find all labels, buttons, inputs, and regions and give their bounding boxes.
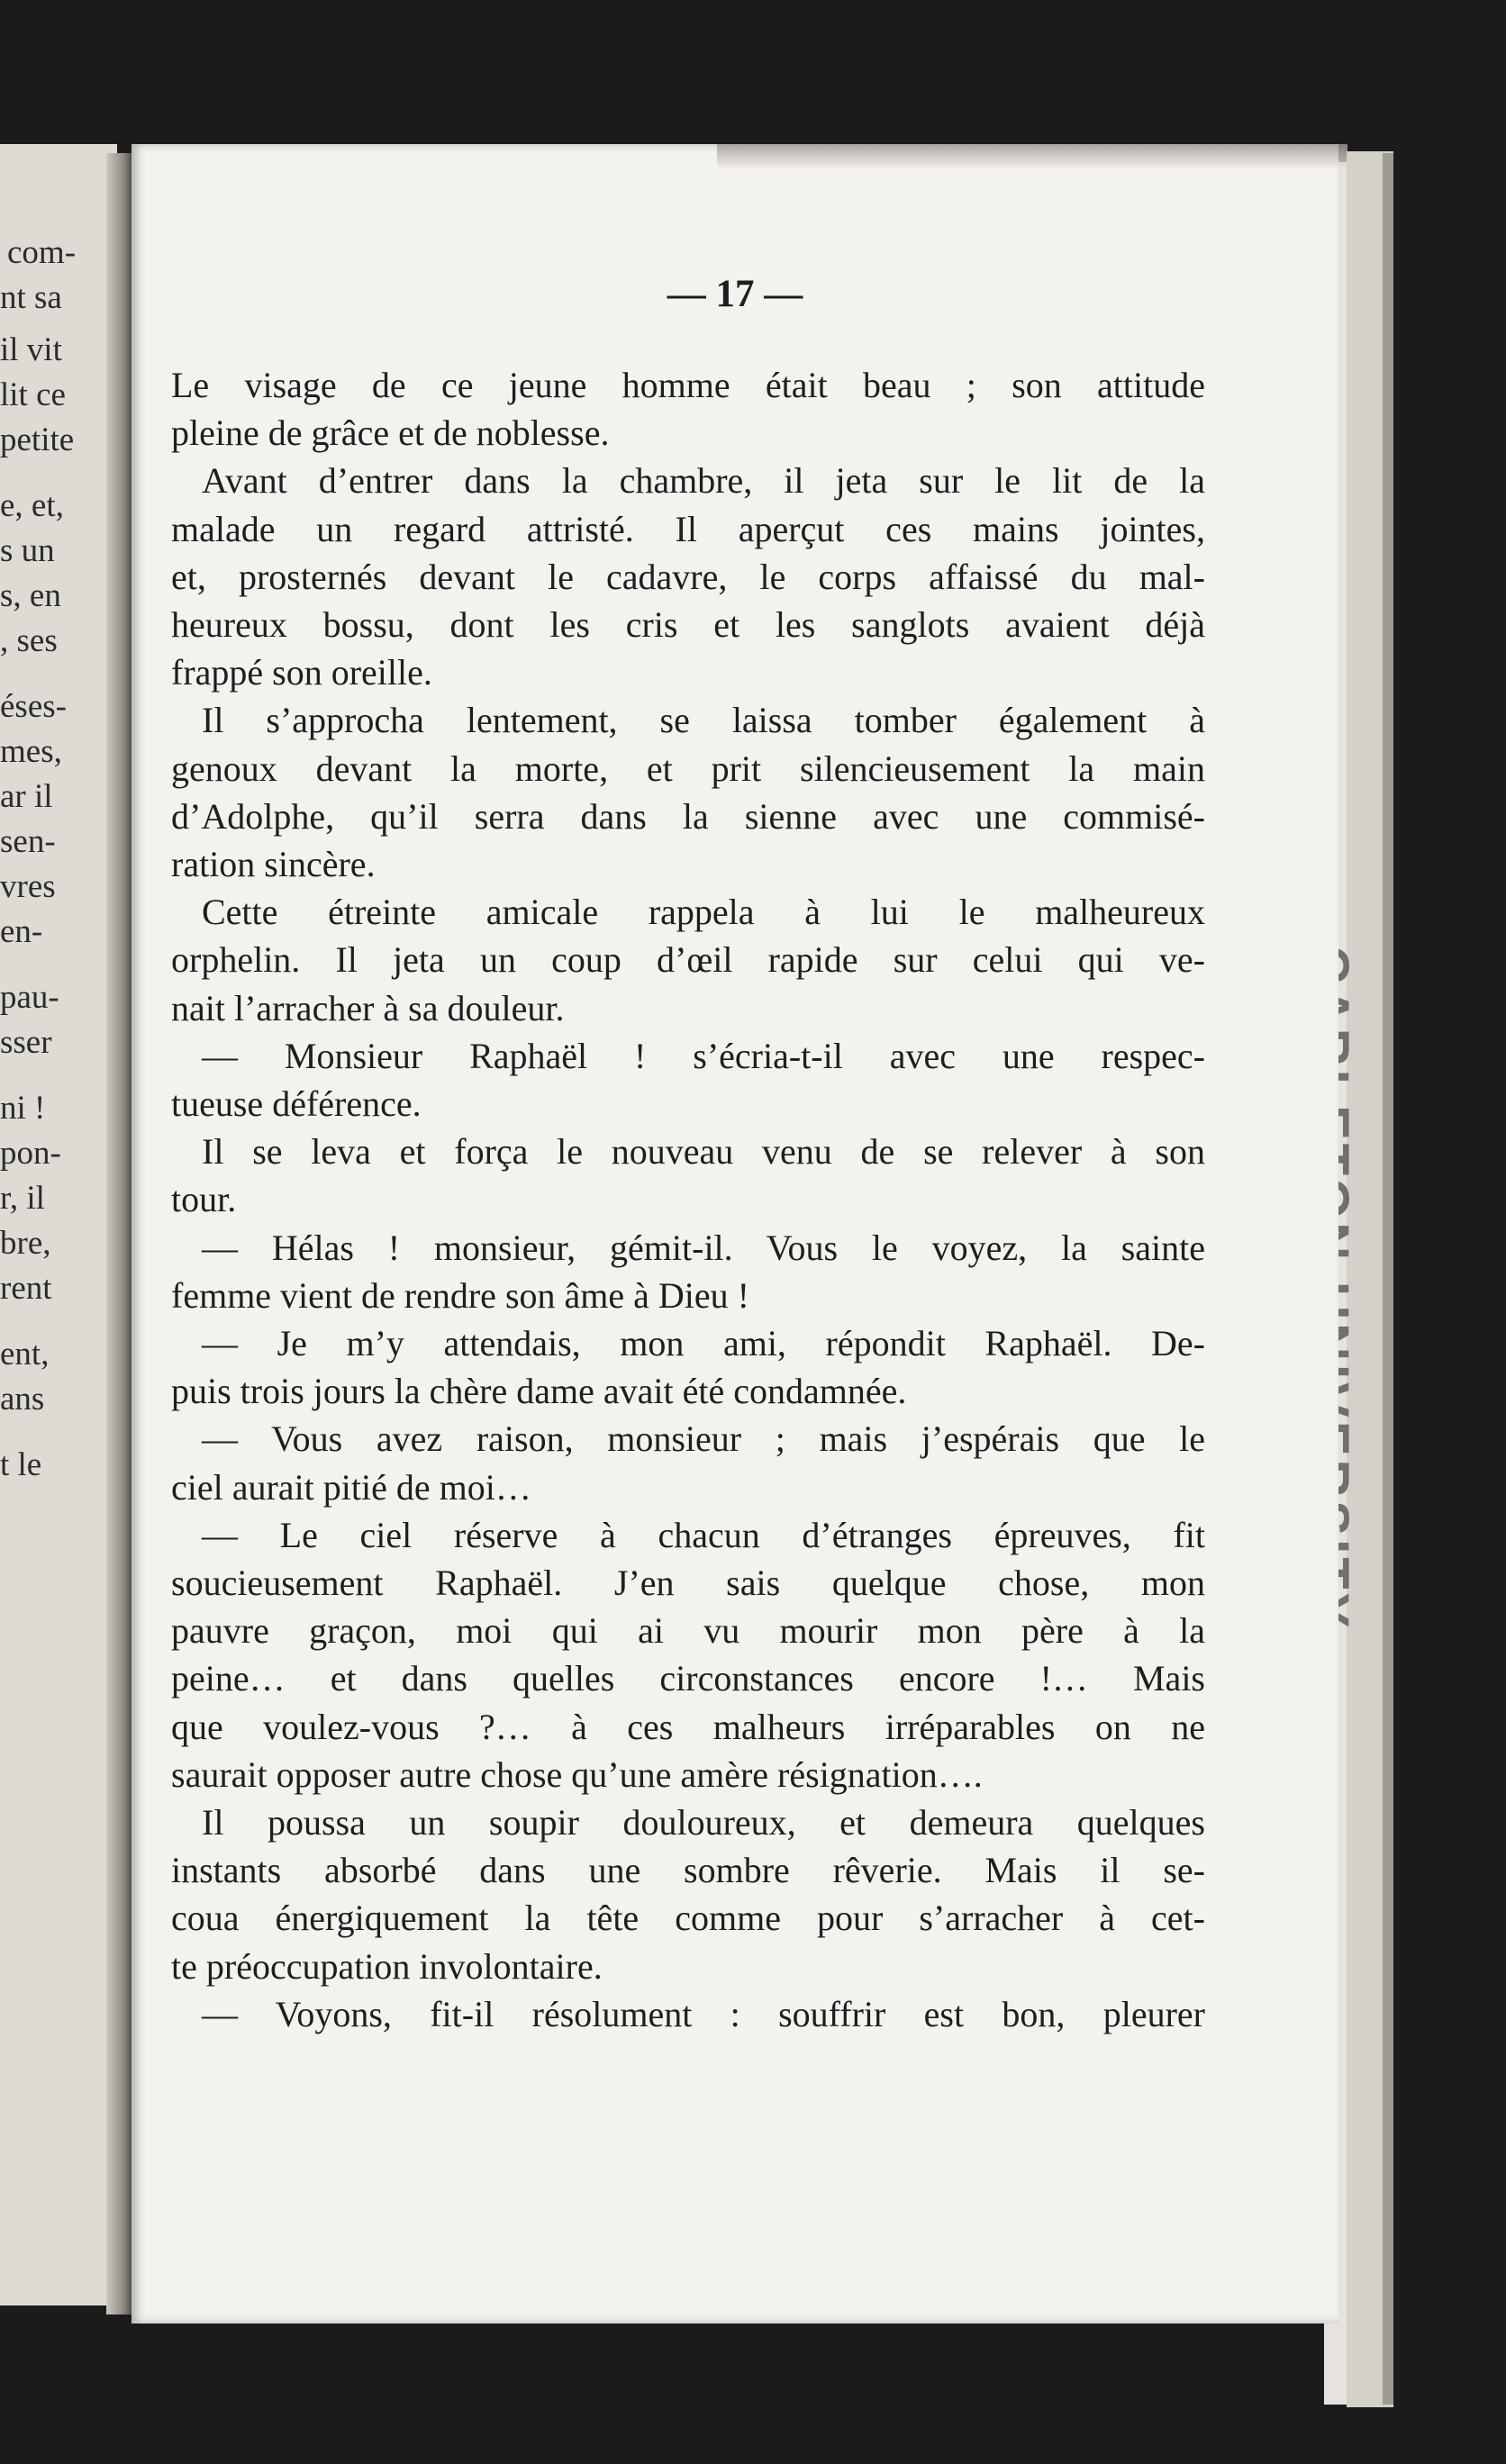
previous-page-line: ni ! (0, 1090, 46, 1127)
previous-page-line: ent, (0, 1336, 50, 1372)
page-top-shadow (717, 144, 1347, 169)
text-line: Il poussa un soupir douloureux, et demeura quelques (202, 1802, 1205, 1843)
previous-page-line: lit ce (0, 376, 66, 413)
text-line: genoux devant la morte, et prit silencieusement la main (171, 747, 1205, 789)
text-line: puis trois jours la chère dame avait été condamnée. (171, 1371, 907, 1412)
text-line: Avant d’entrer dans la chambre, il jeta sur le lit de la (202, 460, 1205, 502)
previous-page-line: s un (0, 532, 55, 569)
previous-page-line: bre, (0, 1225, 51, 1262)
previous-page-line: sser (0, 1024, 52, 1061)
previous-page-line: petite (0, 421, 75, 458)
text-line: tour. (171, 1179, 237, 1220)
text-line: frappé son oreille. (171, 652, 432, 693)
text-line: — Hélas ! monsieur, gémit-il. Vous le voyez, la sainte (202, 1227, 1205, 1268)
previous-page-line: t le (0, 1446, 42, 1483)
text-line: tueuse déférence. (171, 1083, 422, 1124)
previous-page-line: pau- (0, 979, 59, 1016)
text-line: soucieusement Raphaël. J’en sais quelque chose, mon (171, 1563, 1205, 1603)
previous-page-line: , ses (0, 622, 58, 659)
previous-page-line: r, il (0, 1180, 45, 1217)
text-line: instants absorbé dans une sombre rêverie. Mais il se- (171, 1850, 1205, 1891)
text-line: femme vient de rendre son âme à Dieu ! (171, 1274, 749, 1316)
text-line: te préoccupation involontaire. (171, 1945, 603, 1987)
previous-page-line: ar il (0, 778, 53, 815)
previous-page-line: éses- (0, 688, 67, 725)
text-line: Il se leva et força le nouveau venu de se relever à son (202, 1131, 1205, 1173)
text-line: peine… et dans quelles circonstances encore !… Mais (171, 1658, 1205, 1699)
text-line: saurait opposer autre chose qu’une amère résignation…. (171, 1753, 983, 1795)
previous-page-line: sen- (0, 823, 56, 860)
text-line: — Vous avez raison, monsieur ; mais j’espérais que le (202, 1418, 1205, 1460)
previous-page-line: mes, (0, 733, 62, 770)
text-line: — Je m’y attendais, mon ami, répondit Raphaël. De- (202, 1323, 1205, 1363)
previous-page-line: s, en (0, 577, 61, 614)
text-line: Le visage de ce jeune homme était beau ; son attitude (171, 365, 1205, 405)
text-line: heureux bossu, dont les cris et les sanglots avaient déjà (171, 604, 1205, 645)
previous-page-line: nt sa (0, 279, 62, 316)
text-line: ration sincère. (171, 844, 376, 884)
previous-page-line: ans (0, 1381, 45, 1418)
text-line: pauvre graçon, moi qui ai vu mourir mon père à la (171, 1610, 1205, 1652)
page-number: — 17 — (667, 273, 803, 315)
text-line: ciel aurait pitié de moi… (171, 1466, 531, 1508)
previous-page-line: il vit (0, 331, 62, 368)
previous-page-line: e, et, (0, 487, 64, 524)
text-line: nait l’arracher à sa douleur. (171, 987, 565, 1028)
text-line: — Le ciel réserve à chacun d’étranges épreuves, fit (202, 1514, 1205, 1555)
text-line: coua énergiquement la tête comme pour s’arracher à cet- (171, 1898, 1205, 1939)
previous-page-line: en- (0, 913, 43, 950)
text-line: Cette étreinte amicale rappela à lui le malheureux (202, 892, 1205, 933)
previous-page-line: pon- (0, 1135, 61, 1172)
text-line: — Monsieur Raphaël ! s’écria-t-il avec une respec- (202, 1035, 1205, 1076)
page-edges-shadow (1383, 153, 1393, 2405)
text-line: pleine de grâce et de noblesse. (171, 412, 610, 454)
previous-page-line: rent (0, 1270, 52, 1307)
text-line: d’Adolphe, qu’il serra dans la sienne avec une commisé- (171, 795, 1205, 837)
previous-page-line: com- (7, 234, 77, 271)
text-line: que voulez-vous ?… à ces malheurs irréparables on ne (171, 1706, 1205, 1747)
text-line: Il s’approcha lentement, se laissa tomber également à (202, 700, 1205, 741)
previous-page-line: vres (0, 868, 56, 905)
text-line: — Voyons, fit-il résolument : souffrir est bon, pleurer (202, 1993, 1205, 2034)
text-line: malade un regard attristé. Il aperçut ces mains jointes, (171, 508, 1205, 549)
text-line: orphelin. Il jeta un coup d’œil rapide sur celui qui ve- (171, 939, 1205, 981)
book-page (132, 144, 1338, 2324)
text-line: et, prosternés devant le cadavre, le corps affaissé du mal- (171, 556, 1205, 597)
